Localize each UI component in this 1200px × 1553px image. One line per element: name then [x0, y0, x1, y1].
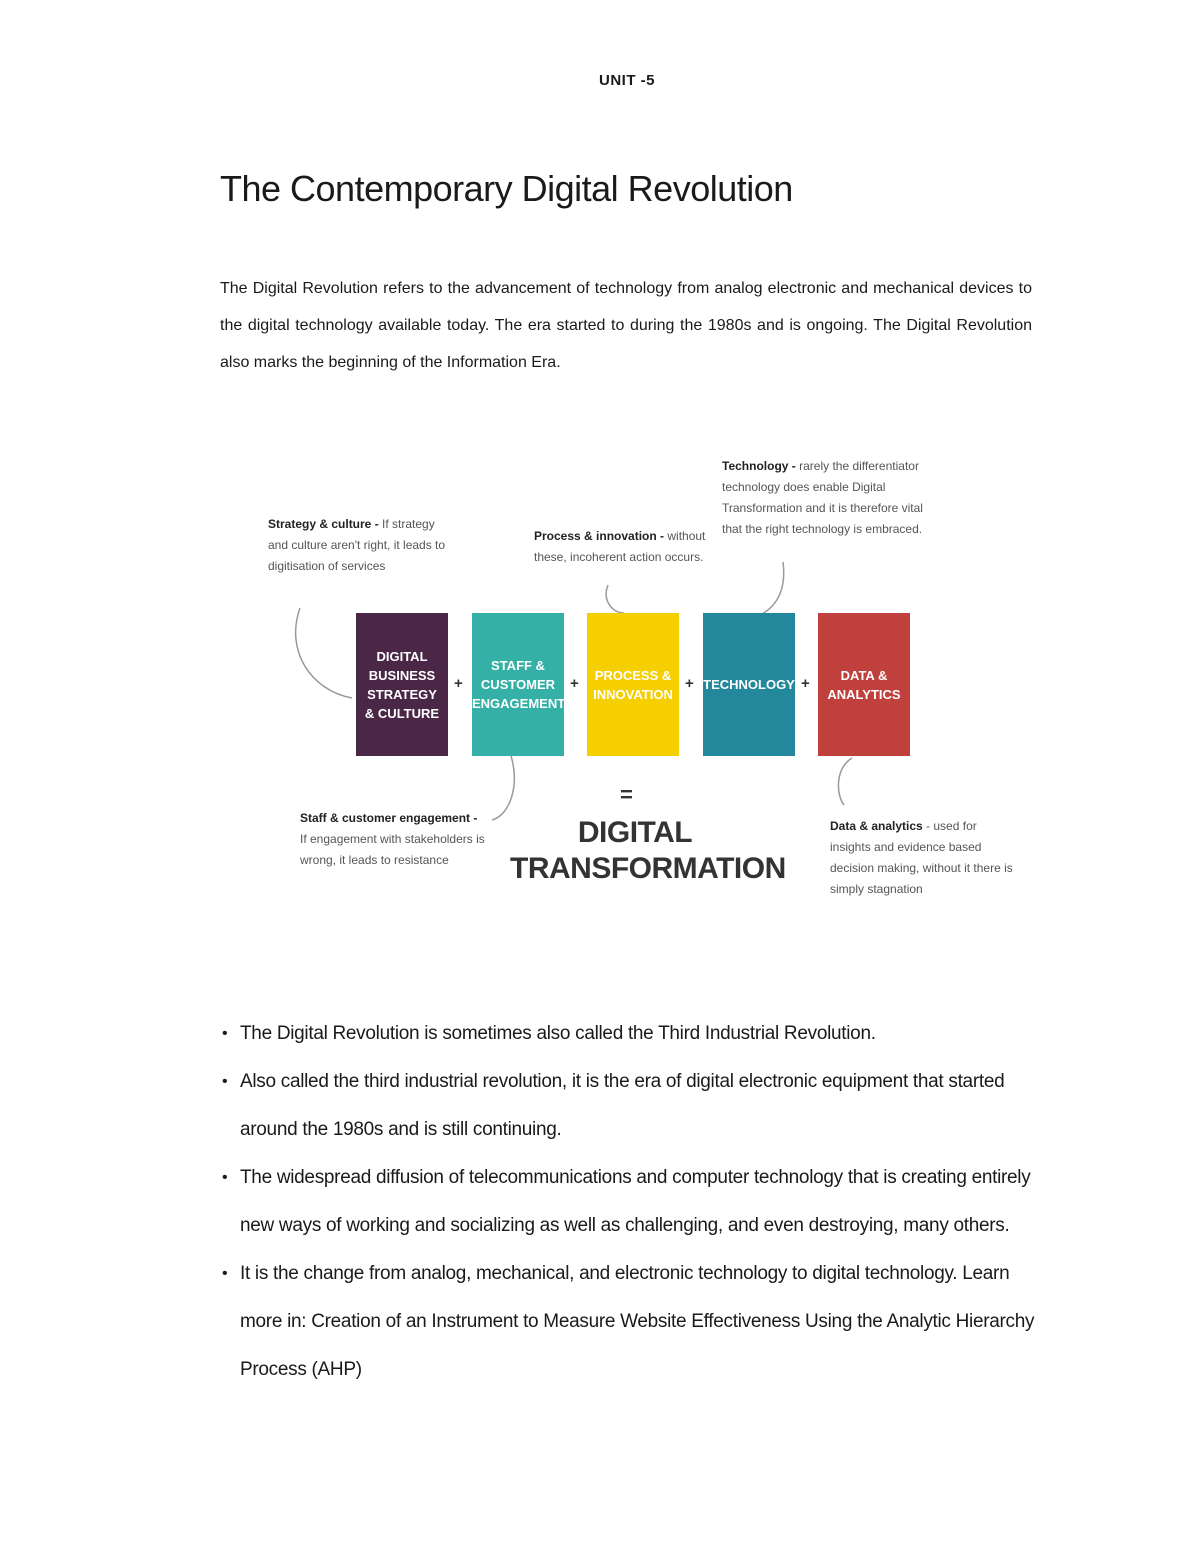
list-item-text: The widespread diffusion of telecommunications and computer technology that is creating entirely new ways of working and socializing as well as challenging, and even destroying, many others. [240, 1167, 1031, 1236]
list-item [222, 1250, 1042, 1394]
box-technology-label: TECHNOLOGY [703, 677, 795, 692]
list-item [222, 1154, 1042, 1250]
note-process-head: Process & innovation - [534, 529, 665, 543]
bullet-dot-icon: • [222, 1169, 228, 1186]
bullet-dot-icon: • [222, 1025, 228, 1042]
connector-process [606, 585, 624, 613]
plus-sign: + [685, 675, 694, 692]
connector-technology [760, 562, 784, 615]
note-process-body: without these, incoherent action occurs. [534, 529, 706, 564]
bullet-dot-icon: • [222, 1265, 228, 1282]
note-strategy [268, 514, 453, 577]
connector-strategy [296, 608, 352, 698]
page-title: The Contemporary Digital Revolution [220, 168, 793, 209]
list-item-text: It is the change from analog, mechanical, and electronic technology to digital technology. Learn more in: Creation of an Instrument to Measure Website Effectiveness Using the Analytic Hierarchy Process (AHP) [240, 1263, 1035, 1380]
note-staff-head: Staff & customer engagement - [300, 811, 478, 825]
intro-paragraph: The Digital Revolution refers to the advancement of technology from analog electronic and mechanical devices to the digital technology available today. The era started to during the 1980s and is ongoing. The Digital Revolution also marks the beginning of the Information Era. [220, 280, 1032, 371]
equals-sign: = [620, 782, 633, 807]
connector-data [838, 758, 852, 805]
plus-sign: + [570, 675, 579, 692]
bullet-dot-icon: • [222, 1073, 228, 1090]
box-data-analytics [818, 613, 910, 756]
box-process-innovation [587, 613, 679, 756]
note-strategy-head: Strategy & culture - [268, 517, 379, 531]
note-data [830, 816, 1015, 900]
box-staff-customer-engagement [472, 613, 564, 756]
box-digital-business-strategy [356, 613, 448, 756]
note-technology-body: rarely the differentiator technology does enable Digital Transformation and it is therefore vital that the right technology is embraced. [722, 459, 923, 536]
list-item [222, 1010, 1042, 1058]
digital-transformation-label: DIGITAL TRANSFORMATION [510, 816, 786, 885]
list-item-text: The Digital Revolution is sometimes also called the Third Industrial Revolution. [240, 1023, 876, 1044]
note-data-head: Data & analytics [830, 819, 923, 833]
plus-sign: + [454, 675, 463, 692]
bullet-list [222, 1010, 1042, 1394]
box-process-label: PROCESS & INNOVATION [593, 667, 673, 702]
note-data-body: - used for insights and evidence based decision making, without it there is simply stagnation [830, 819, 1013, 896]
digital-transformation-diagram [240, 450, 1020, 920]
note-staff [300, 808, 485, 871]
box-technology [703, 613, 795, 756]
note-process [534, 526, 714, 568]
note-staff-body: If engagement with stakeholders is wrong, it leads to resistance [300, 832, 485, 867]
box-data-label: DATA & ANALYTICS [827, 667, 901, 702]
connector-staff [492, 756, 514, 820]
unit-header: UNIT -5 [599, 72, 655, 89]
note-strategy-body: If strategy and culture aren't right, it leads to digitisation of services [268, 517, 446, 573]
plus-sign: + [801, 675, 810, 692]
note-technology-head: Technology - [722, 459, 796, 473]
list-item-text: Also called the third industrial revolution, it is the era of digital electronic equipment that started around the 1980s and is still continuing. [240, 1071, 1005, 1140]
note-technology [722, 456, 937, 540]
box-staff-label: STAFF & CUSTOMER ENGAGEMENT [472, 658, 566, 711]
box-strategy-label: DIGITAL BUSINESS STRATEGY & CULTURE [364, 648, 440, 721]
list-item [222, 1058, 1042, 1154]
